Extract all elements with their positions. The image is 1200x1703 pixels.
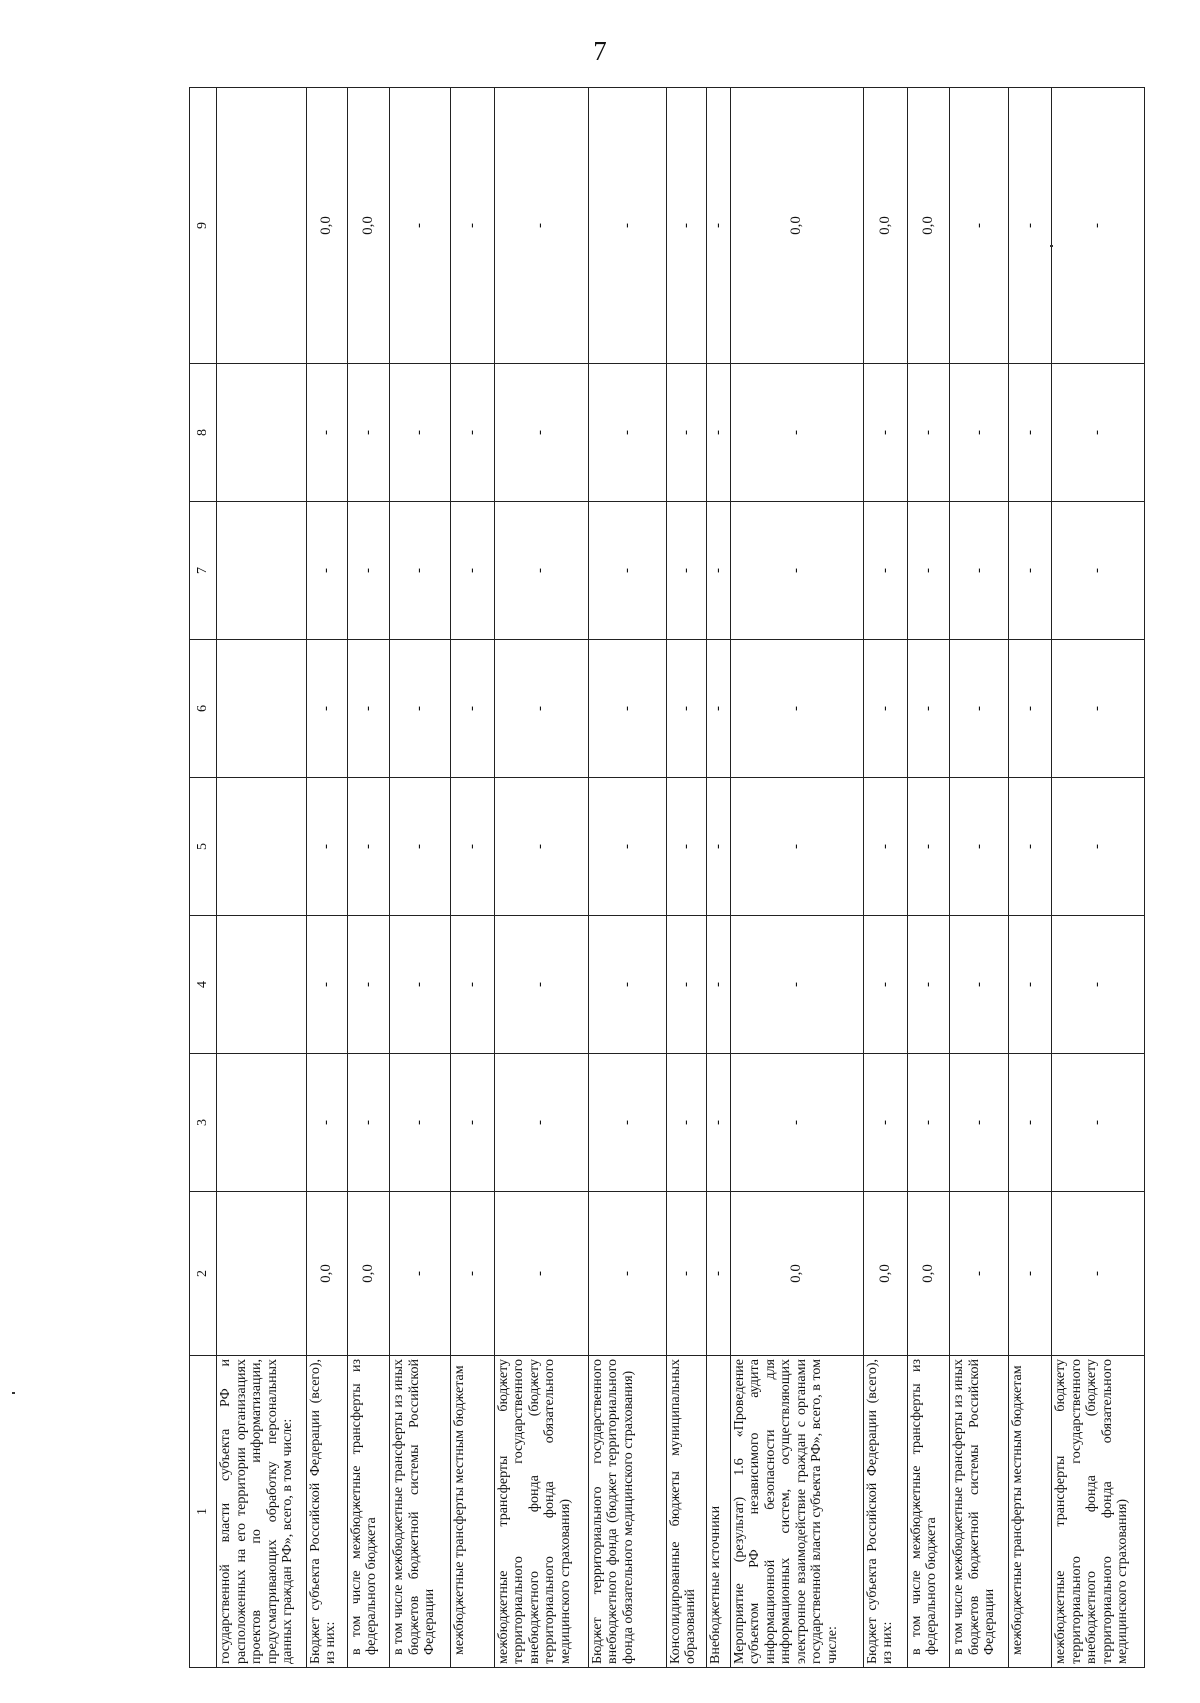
row-value: -	[666, 88, 706, 364]
column-header: 5	[190, 778, 217, 916]
row-value: -	[1052, 1054, 1145, 1192]
row-value: -	[707, 502, 731, 640]
table-row	[494, 88, 588, 1668]
row-value: -	[494, 916, 588, 1054]
row-value: -	[1052, 1192, 1145, 1356]
row-value: -	[863, 916, 907, 1054]
row-value: -	[306, 1054, 347, 1192]
row-value: -	[347, 364, 390, 502]
row-value: -	[950, 640, 1009, 778]
column-header: 7	[190, 502, 217, 640]
row-value	[217, 364, 307, 502]
row-value: 0,0	[306, 1192, 347, 1356]
row-value: -	[907, 502, 950, 640]
row-value: -	[494, 1192, 588, 1356]
table-row	[1052, 88, 1145, 1668]
row-value: -	[588, 502, 666, 640]
row-value: -	[390, 88, 450, 364]
row-value: -	[907, 1054, 950, 1192]
row-value: -	[450, 1054, 494, 1192]
row-value: -	[730, 778, 863, 916]
row-value: -	[390, 640, 450, 778]
row-label: Мероприятие (результат) 1.6 «Проведение субъектом РФ независимого аудита информационной безопасности для информационных систем, осуществляющих электронное взаимодействие граждан с органами государственной власти субъекта РФ», всего, в том числе:	[730, 1356, 863, 1668]
scan-artifact	[1050, 245, 1053, 247]
row-value: -	[666, 502, 706, 640]
row-value: -	[730, 364, 863, 502]
row-value: -	[1052, 778, 1145, 916]
row-value: -	[730, 1054, 863, 1192]
table-row	[863, 88, 907, 1668]
row-value	[217, 778, 307, 916]
row-value: -	[450, 640, 494, 778]
row-label: Бюджет субъекта Российской Федерации (всего), из них:	[863, 1356, 907, 1668]
row-value: -	[863, 640, 907, 778]
row-label: в том числе межбюджетные трансферты из федерального бюджета	[347, 1356, 390, 1668]
row-value: -	[494, 364, 588, 502]
row-value: -	[1009, 88, 1052, 364]
row-value: -	[666, 1054, 706, 1192]
row-value: -	[588, 88, 666, 364]
row-value: -	[730, 502, 863, 640]
row-value: -	[707, 778, 731, 916]
row-value: -	[390, 1054, 450, 1192]
row-value: 0,0	[863, 1192, 907, 1356]
table-row	[666, 88, 706, 1668]
row-value: -	[306, 364, 347, 502]
row-value: -	[306, 502, 347, 640]
row-value: -	[306, 640, 347, 778]
row-value: -	[666, 1192, 706, 1356]
row-value: -	[863, 502, 907, 640]
row-value: -	[707, 916, 731, 1054]
row-value: -	[450, 916, 494, 1054]
column-header: 4	[190, 916, 217, 1054]
row-value: -	[450, 364, 494, 502]
row-value	[217, 1054, 307, 1192]
row-value: -	[1009, 502, 1052, 640]
row-value: -	[1009, 916, 1052, 1054]
row-value: -	[707, 1192, 731, 1356]
row-value: -	[347, 640, 390, 778]
table-row	[306, 88, 347, 1668]
row-value: -	[390, 1192, 450, 1356]
row-value: 0,0	[347, 88, 390, 364]
scan-artifact	[12, 1392, 15, 1394]
row-value: -	[907, 640, 950, 778]
row-value: 0,0	[907, 1192, 950, 1356]
row-value: -	[588, 1054, 666, 1192]
row-value: -	[863, 1054, 907, 1192]
row-value	[217, 916, 307, 1054]
column-header: 3	[190, 1054, 217, 1192]
row-label: межбюджетные трансферты местным бюджетам	[1009, 1356, 1052, 1668]
row-label: межбюджетные трансферты бюджету территориального государственного внебюджетного фонда (бюджету территориального фонда обязательного медицинского страхования)	[494, 1356, 588, 1668]
row-value: -	[730, 640, 863, 778]
row-value: -	[707, 364, 731, 502]
row-label: в том числе межбюджетные трансферты из иных бюджетов бюджетной системы Российской Федерации	[390, 1356, 450, 1668]
row-label: государственной власти субъекта РФ и расположенных на его территории организациях проектов по информатизации, предусматривающих обработку персональных данных граждан РФ», всего, в том числе:	[217, 1356, 307, 1668]
row-value: -	[1052, 916, 1145, 1054]
table-row	[907, 88, 950, 1668]
row-value: -	[666, 916, 706, 1054]
row-value: -	[1009, 364, 1052, 502]
budget-table-rotated	[189, 88, 1145, 1668]
row-label: Консолидированные бюджеты муниципальных образований	[666, 1356, 706, 1668]
row-value: -	[666, 640, 706, 778]
row-label: в том числе межбюджетные трансферты из федерального бюджета	[907, 1356, 950, 1668]
column-header: 1	[190, 1356, 217, 1668]
row-value	[217, 88, 307, 364]
row-value	[217, 1192, 307, 1356]
row-value	[217, 502, 307, 640]
row-value: -	[907, 364, 950, 502]
table-row	[450, 88, 494, 1668]
row-value: -	[390, 916, 450, 1054]
table-row	[217, 88, 307, 1668]
table-row	[1009, 88, 1052, 1668]
column-header: 6	[190, 640, 217, 778]
row-value: -	[588, 640, 666, 778]
row-value: 0,0	[306, 88, 347, 364]
row-label: Внебюджетные источники	[707, 1356, 731, 1668]
table-row	[347, 88, 390, 1668]
row-value: -	[950, 1192, 1009, 1356]
row-value: -	[950, 364, 1009, 502]
row-value: -	[666, 364, 706, 502]
row-value: -	[950, 502, 1009, 640]
row-value: -	[347, 778, 390, 916]
table-row	[950, 88, 1009, 1668]
row-value: -	[863, 364, 907, 502]
row-value	[217, 640, 307, 778]
row-label: межбюджетные трансферты местным бюджетам	[450, 1356, 494, 1668]
column-header: 9	[190, 88, 217, 364]
row-value: -	[907, 778, 950, 916]
row-value: -	[950, 1054, 1009, 1192]
row-value: -	[390, 364, 450, 502]
row-label: Бюджет территориального государственного внебюджетного фонда (бюджет территориального фонда обязательного медицинского страхования)	[588, 1356, 666, 1668]
row-value: -	[950, 916, 1009, 1054]
row-value: 0,0	[907, 88, 950, 364]
row-value: 0,0	[347, 1192, 390, 1356]
header-row	[190, 88, 217, 1668]
row-value: -	[588, 778, 666, 916]
row-value: 0,0	[863, 88, 907, 364]
row-value: -	[347, 916, 390, 1054]
row-value: -	[450, 778, 494, 916]
row-value: -	[347, 502, 390, 640]
row-value: -	[950, 778, 1009, 916]
row-value: -	[1052, 88, 1145, 364]
column-header: 2	[190, 1192, 217, 1356]
row-value: -	[390, 502, 450, 640]
row-value: -	[588, 364, 666, 502]
row-value: -	[1009, 1054, 1052, 1192]
row-value: -	[730, 916, 863, 1054]
row-value: -	[1052, 640, 1145, 778]
row-value: -	[1052, 502, 1145, 640]
row-value: -	[1009, 640, 1052, 778]
row-value: -	[666, 778, 706, 916]
row-value: -	[450, 1192, 494, 1356]
row-value: -	[450, 502, 494, 640]
row-value: -	[494, 778, 588, 916]
table-row	[730, 88, 863, 1668]
row-value: -	[907, 916, 950, 1054]
row-value: -	[1009, 778, 1052, 916]
column-header: 8	[190, 364, 217, 502]
row-value: -	[306, 778, 347, 916]
row-value: -	[494, 88, 588, 364]
row-value: -	[863, 778, 907, 916]
row-value: -	[1009, 1192, 1052, 1356]
row-value: -	[306, 916, 347, 1054]
table-row	[588, 88, 666, 1668]
row-value: -	[390, 778, 450, 916]
row-value: -	[494, 502, 588, 640]
row-value: -	[494, 1054, 588, 1192]
row-value: -	[707, 640, 731, 778]
row-value: -	[347, 1054, 390, 1192]
row-label: в том числе межбюджетные трансферты из иных бюджетов бюджетной системы Российской Федерации	[950, 1356, 1009, 1668]
row-value: -	[450, 88, 494, 364]
row-label: межбюджетные трансферты бюджету территориального государственного внебюджетного фонда (бюджету территориального фонда обязательного медицинского страхования)	[1052, 1356, 1145, 1668]
row-value: -	[494, 640, 588, 778]
table-row	[707, 88, 731, 1668]
row-value: -	[588, 1192, 666, 1356]
row-value: 0,0	[730, 88, 863, 364]
budget-table	[189, 87, 1145, 1668]
table-row	[390, 88, 450, 1668]
row-value: -	[950, 88, 1009, 364]
row-value: 0,0	[730, 1192, 863, 1356]
row-value: -	[707, 88, 731, 364]
row-value: -	[707, 1054, 731, 1192]
page-number: 7	[593, 36, 607, 66]
row-label: Бюджет субъекта Российской Федерации (всего), из них:	[306, 1356, 347, 1668]
row-value: -	[1052, 364, 1145, 502]
row-value: -	[588, 916, 666, 1054]
